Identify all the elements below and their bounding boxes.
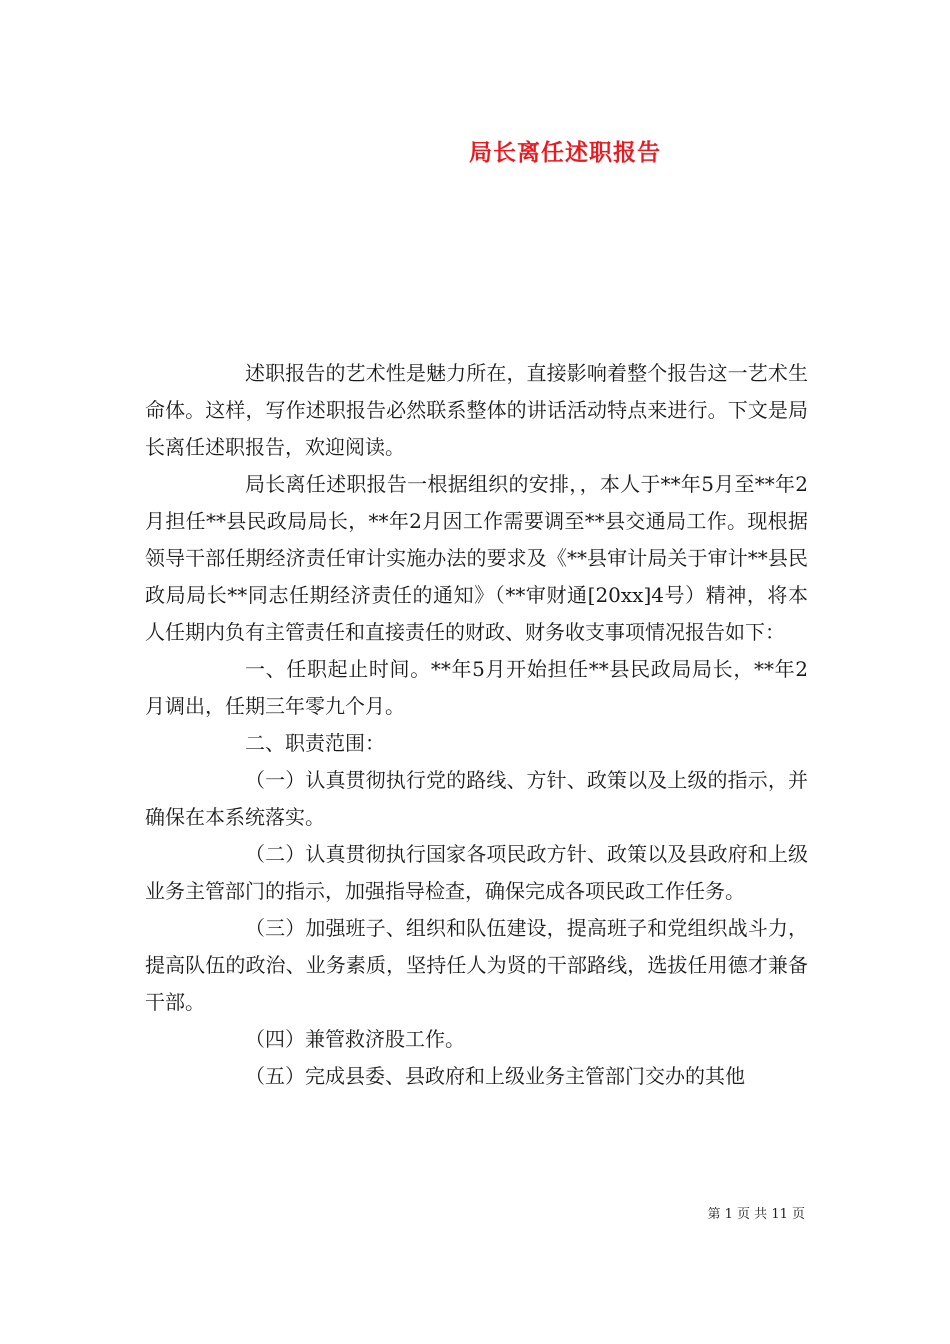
paragraph-intro: 述职报告的艺术性是魅力所在，直接影响着整个报告这一艺术生命体。这样，写作述职报告必然联系整体的讲话活动特点来进行。下文是局长离任述职报告，欢迎阅读。 — [145, 361, 808, 459]
page-number-footer: 第 1 页 共 11 页 — [707, 1207, 805, 1222]
paragraph-duty-2: （二）认真贯彻执行国家各项民政方针、政策以及县政府和上级业务主管部门的指示，加强指导检查，确保完成各项民政工作任务。 — [145, 842, 808, 903]
paragraph-duty-1: （一）认真贯彻执行党的路线、方针、政策以及上级的指示，并确保在本系统落实。 — [145, 768, 808, 829]
document-title: 局长离任述职报告 — [469, 139, 661, 166]
paragraph-duty-4: （四）兼管救济股工作。 — [245, 1027, 465, 1051]
paragraph-duty-5: （五）完成县委、县政府和上级业务主管部门交办的其他 — [245, 1064, 745, 1088]
paragraph-duties-heading: 二、职责范围： — [245, 731, 385, 755]
paragraph-report-opening: 局长离任述职报告一根据组织的安排，，本人于**年5月至**年2月担任**县民政局局长，**年2月因工作需要调至**县交通局工作。现根据领导干部任期经济责任审计实施办法的要求及《**县审计局关于审计**县民政局局长**同志任期经济责任的通知》（**审财通[20xx]4号）精神，将本人任期内负有主管责任和直接责任的财政、财务收支事项情况报告如下： — [145, 472, 808, 644]
paragraph-duty-3: （三）加强班子、组织和队伍建设，提高班子和党组织战斗力，提高队伍的政治、业务素质，坚持任人为贤的干部路线，选拔任用德才兼备干部。 — [145, 916, 808, 1014]
paragraph-term: 一、任职起止时间。**年5月开始担任**县民政局局长，**年2月调出，任期三年零九个月。 — [145, 657, 808, 718]
document-body — [145, 355, 808, 1095]
